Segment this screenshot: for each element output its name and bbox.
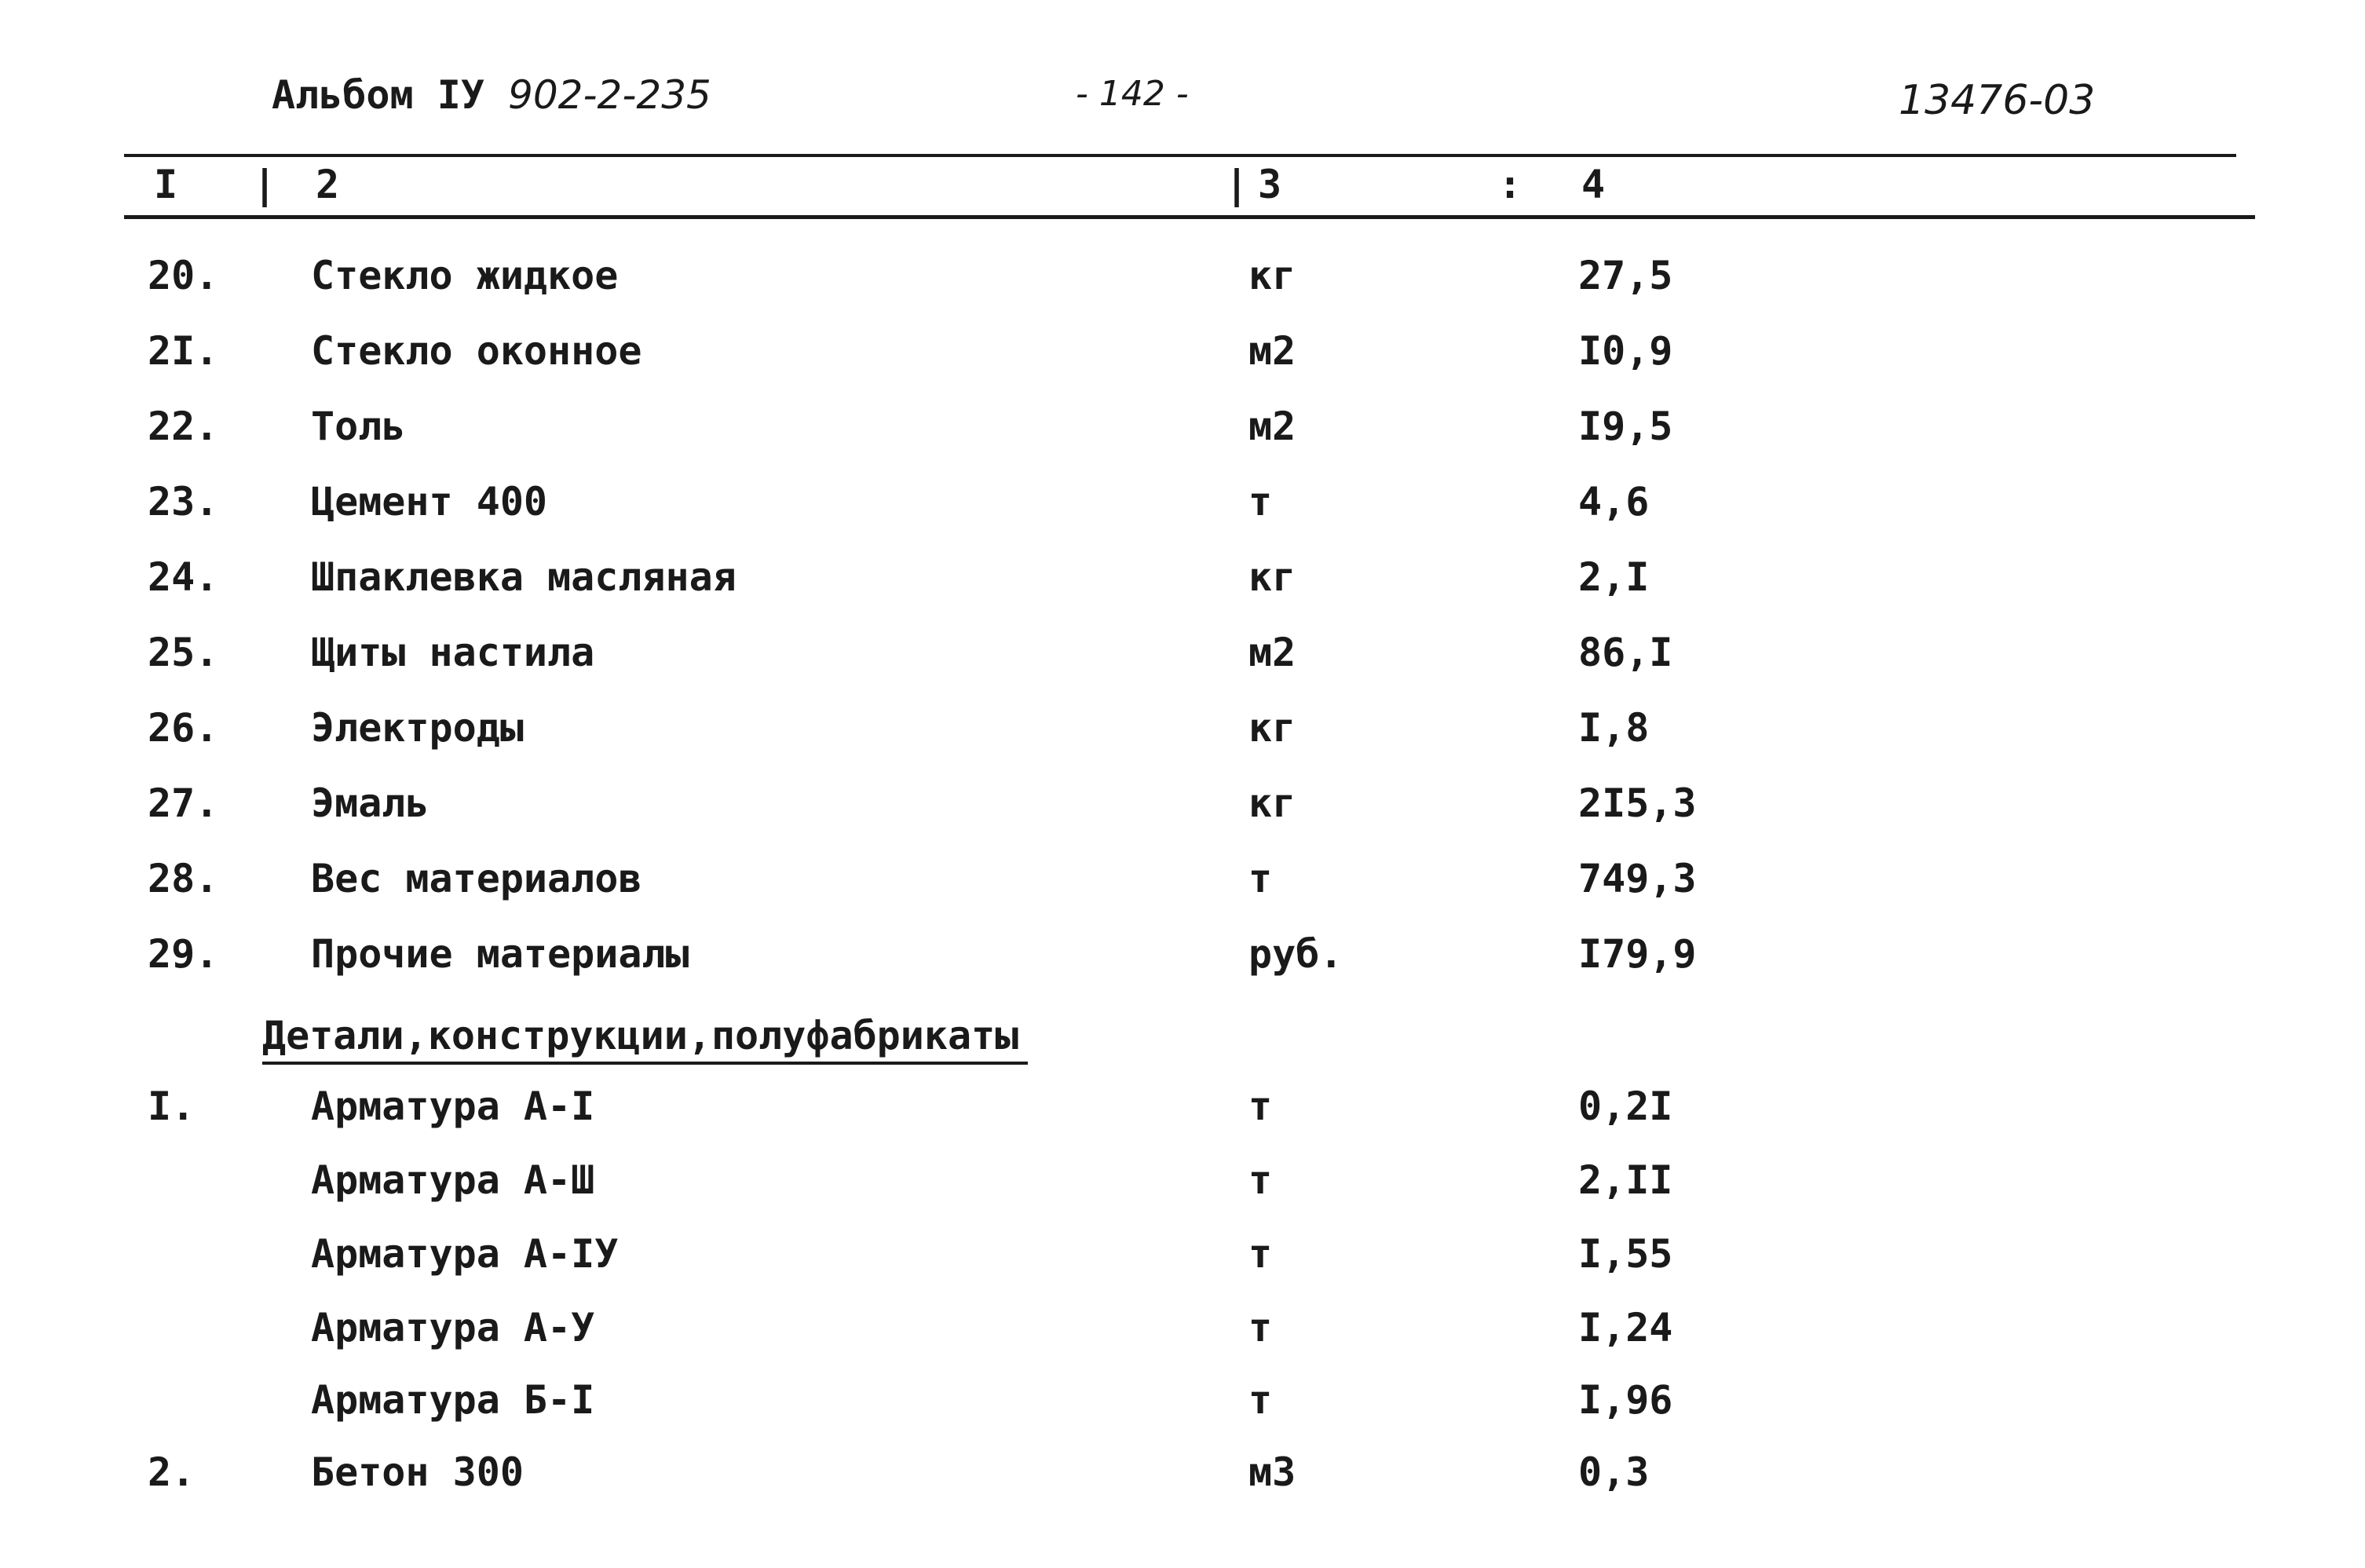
row-name: Арматура А-I <box>311 1084 595 1129</box>
row-quantity: 4,6 <box>1578 479 1650 524</box>
row-number: 28. <box>148 856 219 901</box>
table-top-rule <box>124 154 2236 157</box>
row-unit: м2 <box>1248 630 1296 675</box>
table-row <box>0 1157 2365 1228</box>
row-quantity: 2,II <box>1578 1157 1673 1203</box>
row-number: 2I. <box>148 328 219 374</box>
row-unit: кг <box>1248 554 1296 600</box>
column-separator: | <box>1225 162 1249 207</box>
row-number: I. <box>148 1084 196 1129</box>
row-name: Арматура А-IУ <box>311 1231 619 1277</box>
row-quantity: I,96 <box>1578 1377 1673 1423</box>
row-number: 25. <box>148 630 219 675</box>
row-number: 20. <box>148 253 219 298</box>
row-unit: руб. <box>1248 931 1343 977</box>
table-row <box>0 1377 2365 1448</box>
table-row <box>0 780 2365 851</box>
row-unit: кг <box>1248 780 1296 826</box>
table-row <box>0 931 2365 1002</box>
table-row <box>0 705 2365 776</box>
table-row <box>0 253 2365 323</box>
row-name: Толь <box>311 404 406 449</box>
table-row <box>0 856 2365 927</box>
row-unit: т <box>1248 1305 1273 1351</box>
column-separator: | <box>253 162 277 207</box>
row-number: 26. <box>148 705 219 751</box>
column-separator: : <box>1498 162 1522 207</box>
row-quantity: I79,9 <box>1578 931 1697 977</box>
row-name: Стекло жидкое <box>311 253 619 298</box>
row-unit: т <box>1248 1231 1273 1277</box>
row-name: Арматура А-У <box>311 1305 595 1351</box>
row-unit: т <box>1248 856 1273 901</box>
row-unit: т <box>1248 479 1273 524</box>
album-code: 902-2-235 <box>508 72 711 118</box>
row-name: Вес материалов <box>311 856 642 901</box>
table-row <box>0 1449 2365 1520</box>
row-name: Арматура А-Ш <box>311 1157 595 1203</box>
row-quantity: 0,2I <box>1578 1084 1673 1129</box>
column-header-4: 4 <box>1581 162 1606 207</box>
row-number: 27. <box>148 780 219 826</box>
table-row <box>0 479 2365 550</box>
row-unit: м2 <box>1248 328 1296 374</box>
row-name: Шпаклевка масляная <box>311 554 737 600</box>
column-header-1: I <box>154 162 178 207</box>
row-quantity: 2,I <box>1578 554 1650 600</box>
table-header-rule <box>124 215 2255 219</box>
row-quantity: I,55 <box>1578 1231 1673 1277</box>
table-row <box>0 630 2365 700</box>
row-unit: т <box>1248 1377 1273 1423</box>
row-unit: кг <box>1248 253 1296 298</box>
row-name: Электроды <box>311 705 524 751</box>
row-number: 23. <box>148 479 219 524</box>
row-number: 22. <box>148 404 219 449</box>
row-quantity: I,24 <box>1578 1305 1673 1351</box>
album-label <box>272 72 711 118</box>
row-name: Бетон 300 <box>311 1449 524 1495</box>
album-title: Альбом IУ <box>272 72 484 118</box>
table-row <box>0 1084 2365 1154</box>
row-number: 2. <box>148 1449 196 1495</box>
row-number: 29. <box>148 931 219 977</box>
table-row <box>0 404 2365 474</box>
row-unit: т <box>1248 1084 1273 1129</box>
row-name: Прочие материалы <box>311 931 689 977</box>
table-row <box>0 1231 2365 1302</box>
row-unit: кг <box>1248 705 1296 751</box>
row-quantity: I0,9 <box>1578 328 1673 374</box>
table-row <box>0 554 2365 625</box>
table-row <box>0 1305 2365 1376</box>
row-quantity: 0,3 <box>1578 1449 1650 1495</box>
column-header-2: 2 <box>316 162 340 207</box>
row-name: Эмаль <box>311 780 430 826</box>
row-name: Арматура Б-I <box>311 1377 595 1423</box>
row-number: 24. <box>148 554 219 600</box>
row-quantity: 27,5 <box>1578 253 1673 298</box>
row-quantity: I,8 <box>1578 705 1650 751</box>
table-row <box>0 328 2365 399</box>
row-name: Щиты настила <box>311 630 595 675</box>
row-quantity: 749,3 <box>1578 856 1697 901</box>
row-quantity: I9,5 <box>1578 404 1673 449</box>
row-name: Стекло оконное <box>311 328 642 374</box>
row-quantity: 2I5,3 <box>1578 780 1697 826</box>
document-code: 13476-03 <box>1899 77 2096 124</box>
page-number: - 142 - <box>1076 74 1189 114</box>
column-header-3: 3 <box>1258 162 1282 207</box>
row-unit: м2 <box>1248 404 1296 449</box>
row-unit: т <box>1248 1157 1273 1203</box>
row-unit: м3 <box>1248 1449 1296 1495</box>
section-title: Детали,конструкции,полуфабрикаты <box>262 1013 1028 1065</box>
row-name: Цемент 400 <box>311 479 548 524</box>
row-quantity: 86,I <box>1578 630 1673 675</box>
